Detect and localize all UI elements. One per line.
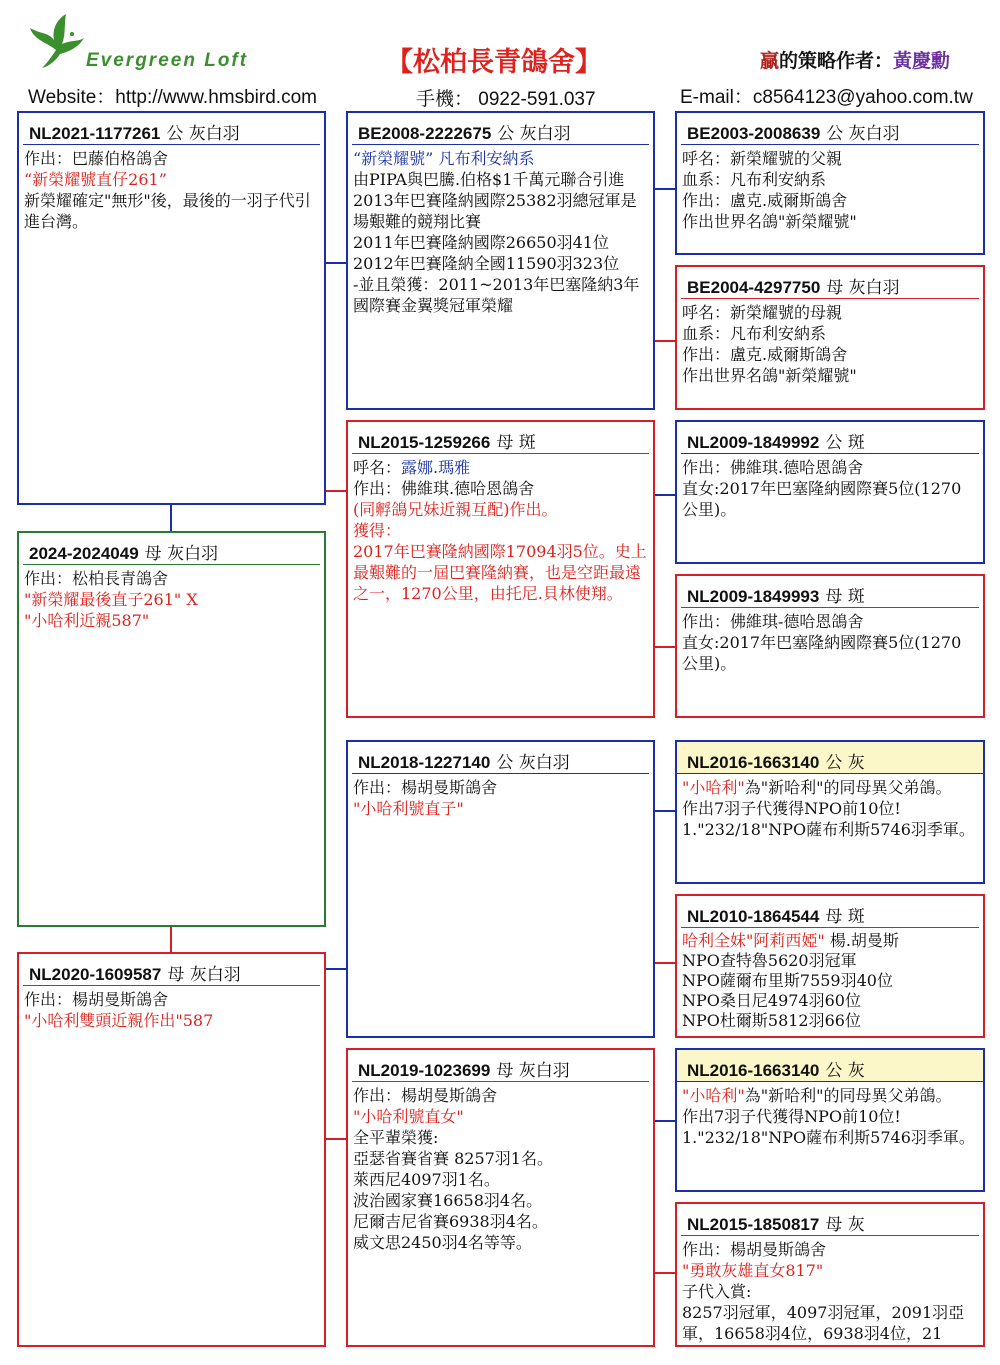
card-line: 8257羽冠軍，4097羽冠軍，2091羽亞軍，16658羽4位，6938羽4位，21 — [682, 1303, 965, 1343]
card-line: "小哈利號直子" — [353, 799, 464, 818]
card-header — [681, 267, 979, 299]
card-line: NPO杜爾斯5812羽66位 — [682, 1011, 861, 1030]
card-body — [348, 454, 653, 604]
card-body — [19, 565, 324, 631]
card-body — [19, 986, 324, 1031]
card-line: (同孵鴿兄妹近親互配)作出。 — [353, 500, 558, 519]
card-header — [23, 113, 320, 145]
card-body — [19, 145, 324, 232]
card-line: 直女:2017年巴塞隆納國際賽5位(1270公里)。 — [682, 479, 962, 519]
sire-dam-card — [346, 420, 655, 718]
connector — [654, 340, 676, 342]
card-line: "小哈利號直女" — [353, 1107, 464, 1126]
strategy-glyph: 贏 — [760, 51, 780, 72]
connector — [325, 262, 347, 264]
ring-number: NL2018-1227140 — [358, 753, 491, 772]
card-body — [677, 1082, 983, 1148]
dam-card — [17, 952, 326, 1347]
sds-card — [675, 420, 985, 564]
card-line — [682, 931, 977, 951]
card-line: 血系：凡布利安納系 — [682, 170, 827, 189]
card-line: 1."232/18"NPO薩布利斯5746羽季軍。 — [682, 1128, 975, 1147]
card-line: 亞瑟省賽省賽 8257羽1名。 — [353, 1149, 553, 1168]
card-body — [677, 1236, 983, 1344]
card-line: "勇敢灰雄直女817" — [682, 1261, 824, 1280]
sdd-card — [675, 574, 985, 718]
card-line: 作出7羽子代獲得NPO前10位! — [682, 799, 901, 818]
sex-color: 公 灰白羽 — [496, 753, 570, 773]
ring-number: NL2009-1849992 — [687, 433, 820, 452]
card-line: 新榮耀確定"無形"後，最後的一羽子代引進台灣。 — [24, 191, 311, 231]
card-body — [677, 454, 983, 520]
card-body — [677, 928, 983, 1031]
card-header — [23, 533, 320, 565]
strategy-label: 的策略作者： — [779, 51, 894, 72]
card-line: 作出：楊胡曼斯鴿舍 — [353, 778, 498, 797]
card-body — [348, 145, 653, 316]
card-line: 萊西尼4097羽1名。 — [353, 1170, 500, 1189]
dove-logo-icon — [26, 10, 88, 72]
ring-number: 2024-2024049 — [29, 544, 139, 563]
dam-sire-card — [346, 740, 655, 1038]
sex-color: 母 灰 — [825, 1215, 865, 1235]
card-header — [352, 1050, 649, 1082]
card-line: 作出：楊胡曼斯鴿舍 — [353, 1086, 498, 1105]
ring-number: NL2009-1849993 — [687, 587, 820, 606]
card-header — [677, 1050, 983, 1082]
card-line: 波治國家賽16658羽4名。 — [353, 1191, 543, 1210]
card-line: 2011年巴賽隆納國際26650羽41位 — [353, 233, 609, 252]
email-text[interactable]: E-mail：c8564123@yahoo.com.tw — [680, 87, 973, 108]
card-text: 為"新哈利"的同母異父弟鴿。 — [744, 778, 952, 797]
card-body — [677, 145, 983, 232]
card-line: NPO查特魯5620羽冠軍 — [682, 951, 857, 970]
card-line — [682, 1085, 977, 1106]
card-line: 1."232/18"NPO薩布利斯5746羽季軍。 — [682, 820, 975, 839]
card-header — [681, 1204, 979, 1236]
sex-color: 公 斑 — [825, 433, 865, 453]
card-header — [352, 742, 649, 774]
card-line: 子代入賞: — [682, 1282, 752, 1301]
dam-dam-card — [346, 1048, 655, 1347]
call-name: 露娜.瑪雅 — [401, 458, 471, 477]
card-line: 作出：松柏長青鴿舍 — [24, 569, 169, 588]
ring-number: NL2016-1663140 — [687, 753, 820, 772]
connector — [654, 962, 676, 964]
ring-number: BE2008-2222675 — [358, 124, 492, 143]
card-line: 作出世界名鴿"新榮耀號" — [682, 366, 857, 385]
strategy-name: 黃慶勳 — [893, 50, 951, 72]
connector — [654, 810, 676, 812]
subject-card — [17, 531, 326, 927]
card-line: NPO桑日尼4974羽60位 — [682, 991, 861, 1010]
sss-card — [675, 111, 985, 255]
card-header — [681, 896, 979, 928]
strategy-author — [760, 46, 950, 73]
ring-number: NL2016-1663140 — [687, 1061, 820, 1080]
card-line: 作出：佛維琪.德哈恩鴿舍 — [353, 479, 535, 498]
card-line — [682, 777, 977, 798]
card-line: 作出：巴藤伯格鴿舍 — [24, 149, 169, 168]
sex-color: 母 斑 — [825, 907, 865, 927]
connector — [325, 1138, 347, 1140]
card-line: NPO薩爾布里斯7559羽40位 — [682, 971, 893, 990]
card-line: 作出：盧克.威爾斯鴿舍 — [682, 345, 848, 364]
card-line: "新榮耀最後直子261" X — [24, 590, 198, 609]
card-text: 楊.胡曼斯 — [824, 931, 899, 950]
ring-number: NL2015-1850817 — [687, 1215, 820, 1234]
call-name: "小哈利" — [682, 778, 745, 797]
connector — [170, 504, 172, 532]
card-body — [677, 774, 983, 840]
card-line: 作出：佛維琪.德哈恩鴿舍 — [682, 458, 864, 477]
connector — [654, 188, 676, 190]
card-line: 作出世界名鴿"新榮耀號" — [682, 212, 857, 231]
card-line: 威文思2450羽4名等等。 — [353, 1233, 532, 1252]
card-line: “新榮耀號直仔261” — [24, 170, 167, 189]
sex-color: 母 灰白羽 — [144, 544, 219, 564]
card-header — [23, 954, 320, 986]
ring-number: NL2019-1023699 — [358, 1061, 491, 1080]
sex-color: 公 灰白羽 — [826, 124, 900, 144]
card-line: "小哈利雙頭近親作出"587 — [24, 1011, 214, 1030]
page-title: 【松柏長青鴿舍】 — [386, 47, 602, 77]
sex-color: 母 灰白羽 — [496, 1061, 570, 1081]
ssd-card — [675, 265, 985, 410]
sex-color: 母 灰白羽 — [167, 965, 241, 985]
card-text: 為"新哈利"的同母異父弟鴿。 — [744, 1086, 952, 1105]
card-line: 全平輩榮獲: — [353, 1128, 439, 1147]
phone-text: 手機： 0922-591.037 — [416, 89, 596, 110]
connector — [654, 1272, 676, 1274]
card-line: “新榮耀號” 凡布利安納系 — [353, 149, 535, 168]
card-line: 尼爾吉尼省賽6938羽4名。 — [353, 1212, 548, 1231]
dss-card — [675, 740, 985, 884]
card-line: "小哈利近親587" — [24, 611, 150, 630]
card-line: 作出：佛維琪-德哈恩鴿舍 — [682, 612, 864, 631]
call-name: "小哈利" — [682, 1086, 745, 1105]
logo-text: Evergreen Loft — [86, 50, 249, 71]
website-text[interactable]: Website：http://www.hmsbird.com — [28, 87, 317, 108]
card-line: 由PIPA與巴騰.伯格$1千萬元聯合引進 — [353, 170, 625, 189]
card-line: 作出7羽子代獲得NPO前10位! — [682, 1107, 901, 1126]
ring-number: BE2004-4297750 — [687, 278, 821, 297]
card-header — [681, 113, 979, 145]
sex-color: 公 灰白羽 — [497, 124, 571, 144]
card-line: 呼名：新榮耀號的父親 — [682, 149, 843, 168]
sire-sire-card — [346, 111, 655, 410]
call-name-label: 呼名： — [353, 458, 402, 477]
sex-color: 母 斑 — [496, 433, 536, 453]
dsd-card — [675, 894, 985, 1038]
card-line: 2013年巴賽隆納國際25382羽總冠軍是場艱難的競翔比賽 — [353, 191, 637, 231]
ring-number: NL2010-1864544 — [687, 907, 820, 926]
connector — [325, 968, 347, 970]
card-body — [348, 1082, 653, 1253]
connector — [654, 494, 676, 496]
sire-card — [17, 111, 326, 505]
card-line: -並且榮獲：2011~2013年巴塞隆納3年國際賽金翼獎冠軍榮耀 — [353, 275, 640, 315]
card-body — [677, 299, 983, 386]
connector — [654, 1120, 676, 1122]
card-line: 直女:2017年巴塞隆納國際賽5位(1270公里)。 — [682, 633, 962, 673]
card-body — [677, 608, 983, 674]
logo — [26, 10, 88, 77]
sex-color: 母 斑 — [825, 587, 865, 607]
sex-color: 公 灰 — [825, 1061, 865, 1081]
ring-number: NL2021-1177261 — [29, 124, 161, 143]
card-line: 2017年巴賽隆納國際17094羽5位。史上最艱難的一屆巴賽隆納賽，也是空距最遠之一，1270公里，由托尼.貝林使翔。 — [353, 542, 647, 603]
sex-color: 母 灰白羽 — [826, 278, 900, 298]
card-line: 呼名：新榮耀號的母親 — [682, 303, 843, 322]
dds-card — [675, 1048, 985, 1192]
connector — [325, 490, 347, 492]
card-header — [677, 742, 983, 774]
card-line: 獲得： — [353, 521, 402, 540]
card-body — [348, 774, 653, 819]
card-line: 作出：楊胡曼斯鴿舍 — [24, 990, 169, 1009]
card-line: 作出：盧克.威爾斯鴿舍 — [682, 191, 848, 210]
card-header — [352, 113, 649, 145]
ddd-card — [675, 1202, 985, 1347]
sex-color: 公 灰 — [825, 753, 865, 773]
card-header — [352, 422, 649, 454]
card-line — [353, 457, 647, 478]
card-line: 血系：凡布利安納系 — [682, 324, 827, 343]
connector — [170, 926, 172, 953]
card-header — [681, 422, 979, 454]
ring-number: NL2020-1609587 — [29, 965, 162, 984]
call-name: 哈利全妹"阿莉西婭" — [682, 931, 825, 950]
ring-number: BE2003-2008639 — [687, 124, 821, 143]
card-header — [681, 576, 979, 608]
sex-color: 公 灰白羽 — [166, 124, 240, 144]
connector — [654, 646, 676, 648]
ring-number: NL2015-1259266 — [358, 433, 491, 452]
card-line: 作出：楊胡曼斯鴿舍 — [682, 1240, 827, 1259]
card-line: 2012年巴賽隆納全國11590羽323位 — [353, 254, 620, 273]
